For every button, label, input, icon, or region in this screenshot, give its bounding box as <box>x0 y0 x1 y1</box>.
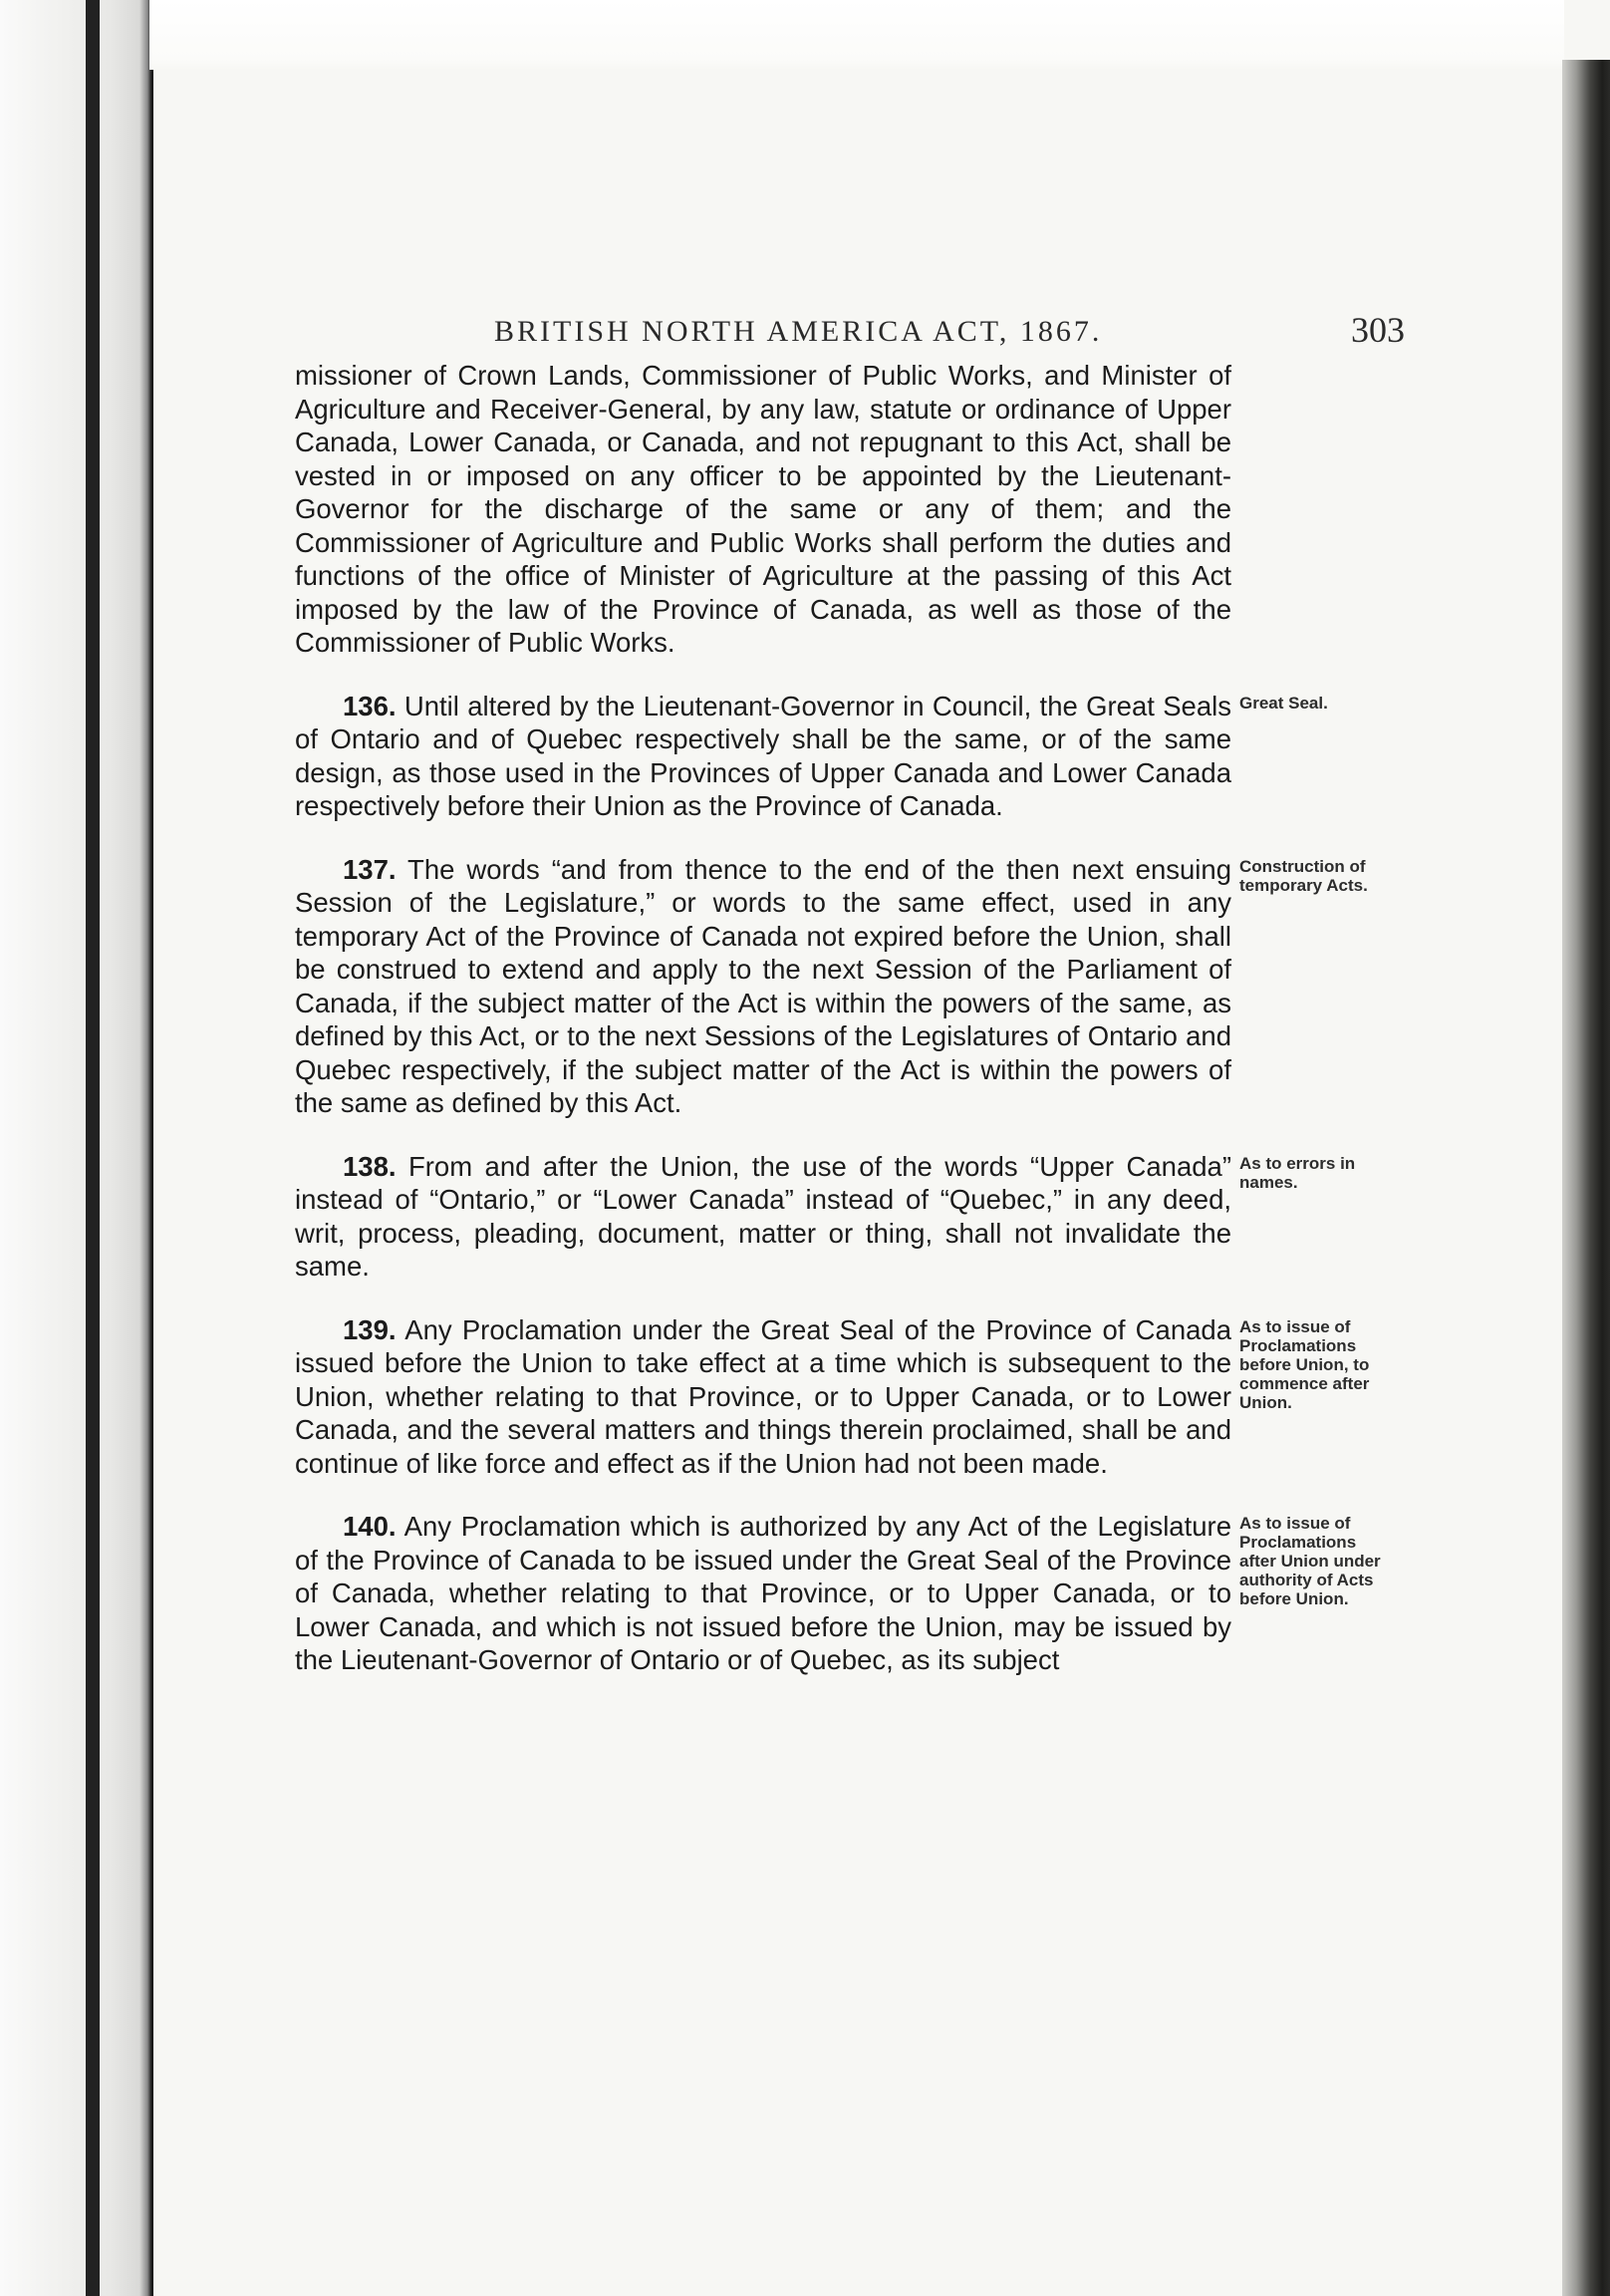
section-paragraph <box>295 690 1231 823</box>
section-text: Any Proclamation which is authorized by any Act of the Legislature of the Province of Canada to be issued under the Great Seal of the Province of Canada, whether relating to that Province, or to Upper Canada, or to Lower Canada, and which is not issued before the Union, may be issued by the Lieutenant-Governor of Ontario or of Quebec, as its subject <box>295 1511 1231 1675</box>
section-number: 136. <box>343 690 397 721</box>
section-text: The words “and from thence to the end of the then next ensuing Session of the Legislature,” or words to the same effect, used in any temporary Act of the Province of Canada not expired before the Union, shall be construed to extend and apply to the next Session of the Parliament of Canada, if the subject matter of the Act is within the powers of the same, as defined by this Act, or to the next Sessions of the Legislatures of Ontario and Quebec respectively, if the subject matter of the Act is within the powers of the same as defined by this Act. <box>295 853 1231 1118</box>
section-139 <box>295 1313 1370 1481</box>
section-136 <box>295 690 1328 823</box>
page-header <box>309 305 1405 355</box>
section-138 <box>295 1150 1356 1284</box>
marginal-note: Construction of temporary Acts. <box>1239 856 1368 895</box>
marginal-note: As to errors in names. <box>1239 1153 1356 1192</box>
marginal-note: As to issue of Proclamations after Union under authority of Acts before Union. <box>1239 1514 1381 1608</box>
page-body <box>295 359 1381 1677</box>
section-paragraph <box>295 853 1231 1120</box>
continuation-paragraph: missioner of Crown Lands, Commissioner of Public Works, and Minister of Agriculture and Receiver-General, by any law, statute or ordinance of Upper Canada, Lower Canada, or Canada, and not repugnant to this Act, shall be vested in or imposed on any officer to be appointed by the Lieutenant-Governor for the discharge of the same or any of them; and the Commissioner of Agriculture and Public Works shall perform the duties and functions of the office of Minister of Agriculture at the passing of this Act imposed by the law of the Province of Canada, as well as those of the Commissioner of Public Works. <box>295 360 1231 658</box>
right-page-edge <box>1562 60 1610 2296</box>
page-number: 303 <box>1351 310 1405 350</box>
section-number: 137. <box>343 853 397 885</box>
left-page-edge <box>0 0 153 2296</box>
marginal-note: Great Seal. <box>1239 693 1328 713</box>
section-paragraph <box>295 1510 1231 1677</box>
section-number: 139. <box>343 1313 397 1345</box>
section-paragraph <box>295 1150 1231 1284</box>
section-text: From and after the Union, the use of the words “Upper Canada” instead of “Ontario,” or “Lower Canada” instead of “Quebec,” in any deed, writ, process, pleading, document, matter or thing, shall not invalidate the same. <box>295 1150 1231 1282</box>
section-number: 140. <box>343 1511 397 1542</box>
section-number: 138. <box>343 1150 397 1182</box>
running-title: BRITISH NORTH AMERICA ACT, 1867. <box>494 315 1103 348</box>
marginal-note: As to issue of Proclamations before Union, to commence after Union. <box>1239 1316 1370 1412</box>
section-140 <box>295 1510 1381 1677</box>
section-137 <box>295 853 1368 1120</box>
section-paragraph <box>295 1313 1231 1481</box>
top-page-edge <box>149 0 1564 70</box>
section-text: Any Proclamation under the Great Seal of the Province of Canada issued before the Union to take effect at a time which is subsequent to the Union, whether relating to that Province, or to Upper Canada, or to Lower Canada, and the several matters and things therein proclaimed, shall be and continue of like force and effect as if the Union had not been made. <box>295 1313 1231 1479</box>
binding-strip <box>86 0 100 2296</box>
section-text: Until altered by the Lieutenant-Governor in Council, the Great Seals of Ontario and of Quebec respectively shall be the same, or of the same design, as those used in the Provinces of Upper Canada and Lower Canada respectively before their Union as the Province of Canada. <box>295 690 1232 821</box>
